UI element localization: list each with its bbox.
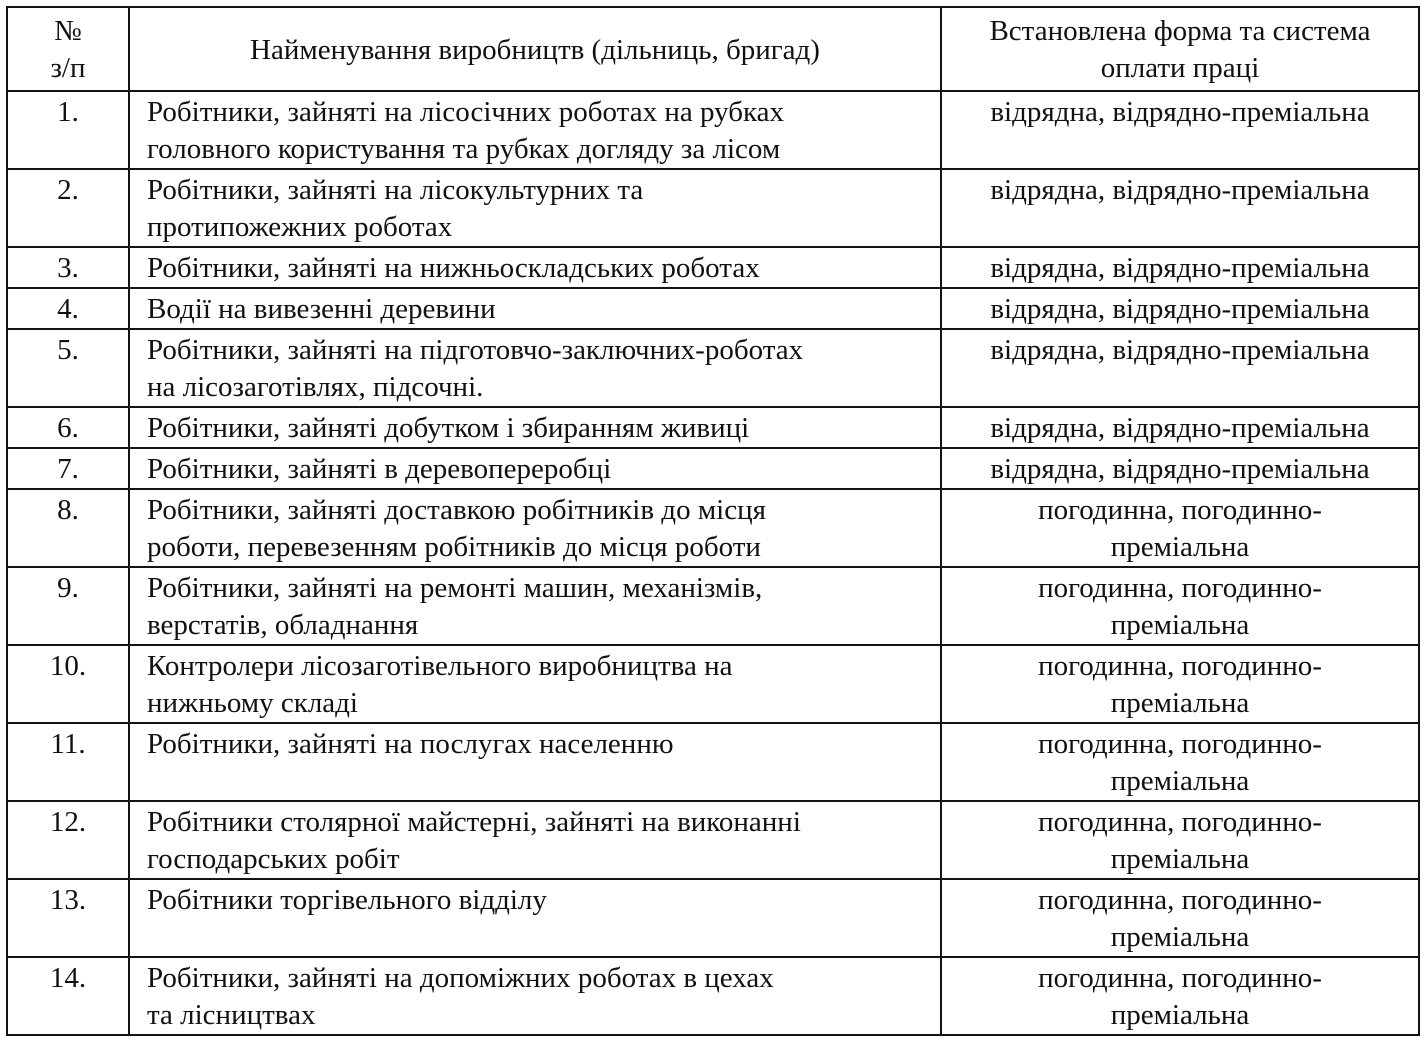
row-production-name-line1: Робітники, зайняті в деревопереробці: [147, 453, 612, 485]
row-number: [7, 169, 129, 247]
row-production-name-line1: Робітники, зайняті на підготовчо-заключних-роботах: [147, 334, 804, 366]
table-row: [7, 801, 1419, 879]
row-number-text: 1.: [57, 96, 79, 128]
row-number-text: 10.: [49, 650, 87, 682]
row-wage-system-line1: відрядна, відрядно-преміальна: [990, 453, 1370, 485]
row-wage-system: [941, 879, 1419, 957]
table-row: [7, 407, 1419, 448]
row-number-text: 12.: [49, 806, 87, 838]
row-number: [7, 801, 129, 879]
row-production-name-line2: роботи, перевезенням робітників до місця роботи: [147, 531, 761, 563]
row-production-name-line2: протипожежних роботах: [147, 211, 453, 243]
row-number: [7, 723, 129, 801]
row-wage-system: [941, 91, 1419, 169]
row-wage-system-line1: погодинна, погодинно-: [1038, 650, 1322, 682]
row-production-name-line1: Робітники торгівельного відділу: [147, 884, 547, 916]
row-production-name-line1: Робітники, зайняті на лісокультурних та: [147, 174, 644, 206]
row-wage-system: [941, 645, 1419, 723]
row-production-name: [129, 288, 941, 329]
row-wage-system-line1: погодинна, погодинно-: [1038, 572, 1322, 604]
row-production-name: [129, 957, 941, 1035]
row-number-text: 5.: [57, 334, 79, 366]
table-row: [7, 247, 1419, 288]
row-production-name-line1: Робітники, зайняті на лісосічних роботах на рубках: [147, 96, 784, 128]
row-wage-system: [941, 288, 1419, 329]
table-row: [7, 169, 1419, 247]
row-production-name-line1: Робітники, зайняті доставкою робітників до місця: [147, 494, 766, 526]
row-production-name: [129, 448, 941, 489]
row-wage-system: [941, 247, 1419, 288]
header-number-line2: з/п: [50, 52, 86, 84]
row-production-name-line2: головного користування та рубках догляду за лісом: [147, 133, 781, 165]
row-wage-system-line2: преміальна: [1110, 609, 1250, 641]
row-number: [7, 407, 129, 448]
row-wage-system: [941, 448, 1419, 489]
row-number: [7, 329, 129, 407]
row-production-name: [129, 723, 941, 801]
row-production-name: [129, 169, 941, 247]
wage-system-table: [6, 6, 1420, 1036]
table-row: [7, 567, 1419, 645]
row-wage-system-line1: відрядна, відрядно-преміальна: [990, 412, 1370, 444]
row-wage-system-line1: відрядна, відрядно-преміальна: [990, 252, 1370, 284]
row-production-name: [129, 879, 941, 957]
row-wage-system: [941, 957, 1419, 1035]
row-number-text: 14.: [49, 962, 87, 994]
document-page: [6, 6, 1418, 1036]
row-production-name-line2: на лісозаготівлях, підсочні.: [147, 371, 484, 403]
row-production-name-line1: Водії на вивезенні деревини: [147, 293, 496, 325]
header-number-line1: №: [54, 15, 82, 47]
row-number: [7, 567, 129, 645]
row-number-text: 6.: [57, 412, 79, 444]
row-production-name: [129, 329, 941, 407]
header-production-name: [129, 7, 941, 91]
row-wage-system-line1: погодинна, погодинно-: [1038, 962, 1322, 994]
header-wage-system: [941, 7, 1419, 91]
header-wage-system-line2: оплати праці: [1100, 52, 1260, 84]
row-wage-system: [941, 801, 1419, 879]
row-number-text: 2.: [57, 174, 79, 206]
table-row: [7, 489, 1419, 567]
header-production-name-text: Найменування виробництв (дільниць, бригад): [250, 33, 820, 66]
row-wage-system: [941, 407, 1419, 448]
row-wage-system-line2: преміальна: [1110, 999, 1250, 1031]
row-number: [7, 91, 129, 169]
header-wage-system-line1: Встановлена форма та система: [989, 15, 1371, 47]
row-production-name: [129, 801, 941, 879]
header-number: [7, 7, 129, 91]
row-number: [7, 879, 129, 957]
table-row: [7, 329, 1419, 407]
row-production-name: [129, 407, 941, 448]
row-number: [7, 448, 129, 489]
row-wage-system-line1: відрядна, відрядно-преміальна: [990, 96, 1370, 128]
row-number-text: 8.: [57, 494, 79, 526]
row-wage-system-line1: погодинна, погодинно-: [1038, 884, 1322, 916]
row-production-name-line1: Робітники столярної майстерні, зайняті на виконанні: [147, 806, 801, 838]
row-wage-system-line2: преміальна: [1110, 921, 1250, 953]
row-wage-system-line2: преміальна: [1110, 843, 1250, 875]
table-row: [7, 448, 1419, 489]
table-row: [7, 879, 1419, 957]
table-row: [7, 288, 1419, 329]
row-wage-system-line1: відрядна, відрядно-преміальна: [990, 293, 1370, 325]
row-number-text: 13.: [49, 884, 87, 916]
row-number-text: 3.: [57, 252, 79, 284]
table-row: [7, 645, 1419, 723]
row-production-name: [129, 91, 941, 169]
row-number-text: 11.: [50, 728, 86, 760]
row-wage-system-line1: відрядна, відрядно-преміальна: [990, 334, 1370, 366]
row-production-name: [129, 567, 941, 645]
row-production-name-line1: Робітники, зайняті добутком і збиранням живиці: [147, 412, 750, 444]
row-wage-system: [941, 329, 1419, 407]
row-number: [7, 288, 129, 329]
header-row: [7, 7, 1419, 91]
row-production-name-line1: Робітники, зайняті на нижньоскладських роботах: [147, 252, 760, 284]
table-row: [7, 723, 1419, 801]
row-production-name-line2: та лісництвах: [147, 999, 316, 1031]
row-production-name: [129, 645, 941, 723]
row-number: [7, 489, 129, 567]
row-production-name: [129, 489, 941, 567]
row-wage-system-line1: відрядна, відрядно-преміальна: [990, 174, 1370, 206]
row-wage-system: [941, 169, 1419, 247]
row-wage-system-line2: преміальна: [1110, 531, 1250, 563]
row-number: [7, 247, 129, 288]
row-number: [7, 645, 129, 723]
row-wage-system: [941, 489, 1419, 567]
row-production-name-line2: господарських робіт: [147, 843, 400, 875]
row-wage-system-line1: погодинна, погодинно-: [1038, 494, 1322, 526]
row-wage-system: [941, 723, 1419, 801]
row-production-name-line1: Робітники, зайняті на допоміжних роботах в цехах: [147, 962, 774, 994]
row-number: [7, 957, 129, 1035]
row-wage-system-line1: погодинна, погодинно-: [1038, 806, 1322, 838]
row-number-text: 7.: [57, 453, 79, 485]
row-wage-system-line2: преміальна: [1110, 765, 1250, 797]
row-production-name-line1: Робітники, зайняті на ремонті машин, механізмів,: [147, 572, 763, 604]
row-production-name-line2: нижньому складі: [147, 687, 358, 719]
table-row: [7, 91, 1419, 169]
row-wage-system-line2: преміальна: [1110, 687, 1250, 719]
row-wage-system: [941, 567, 1419, 645]
row-number-text: 9.: [57, 572, 79, 604]
row-production-name-line1: Робітники, зайняті на послугах населенню: [147, 728, 674, 760]
row-production-name-line2: верстатів, обладнання: [147, 609, 419, 641]
row-wage-system-line1: погодинна, погодинно-: [1038, 728, 1322, 760]
row-production-name-line1: Контролери лісозаготівельного виробництва на: [147, 650, 733, 682]
table-row: [7, 957, 1419, 1035]
row-number-text: 4.: [57, 293, 79, 325]
row-production-name: [129, 247, 941, 288]
